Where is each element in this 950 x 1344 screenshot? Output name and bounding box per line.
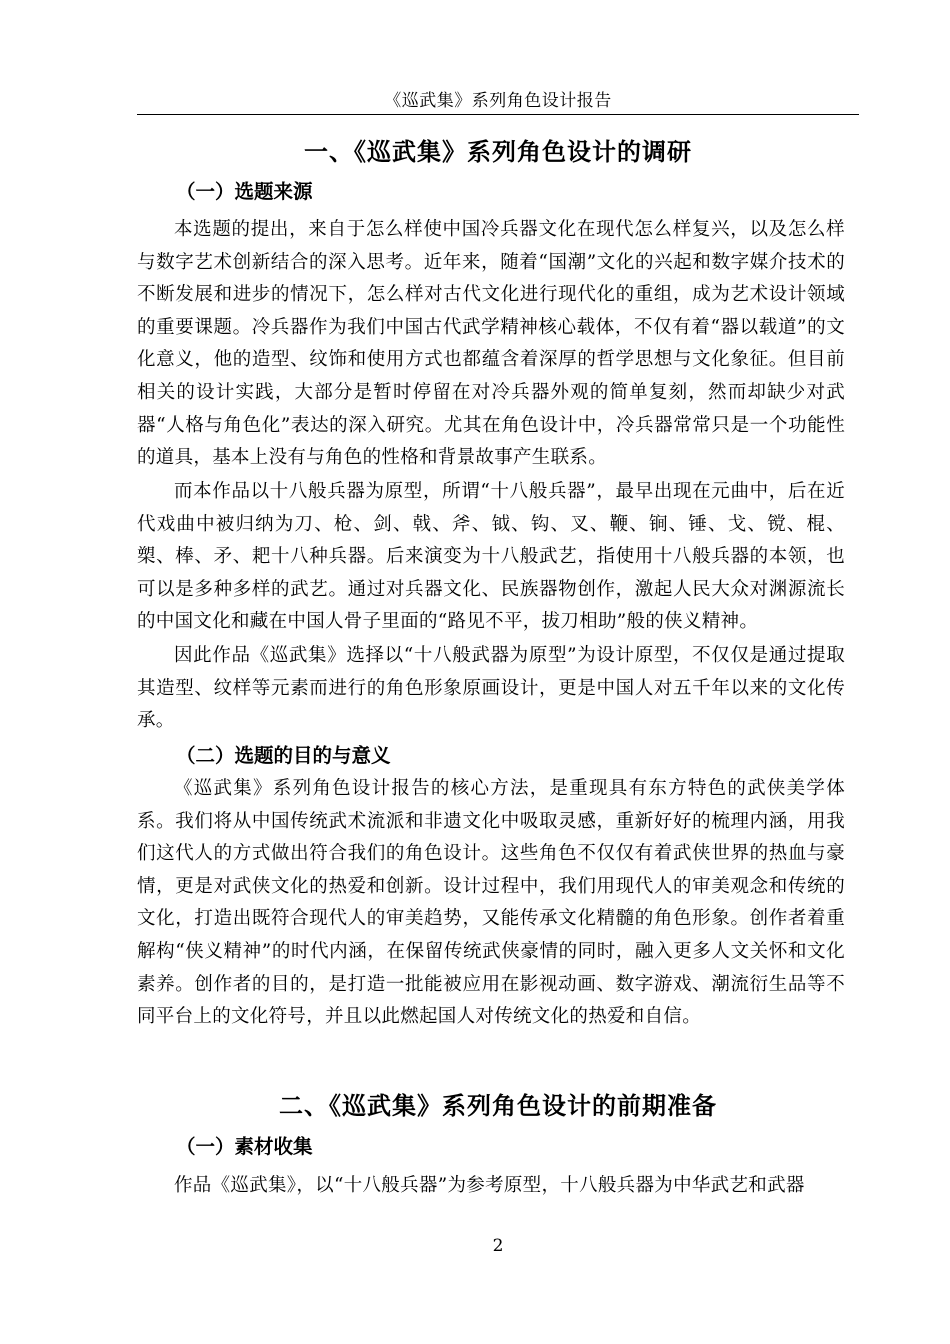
section-1-1-heading: （一）选题来源 <box>176 180 313 203</box>
paragraph-2-1-a: 作品《巡武集》，以“十八般兵器”为参考原型，十八般兵器为中华武艺和武器 <box>174 1175 805 1196</box>
section-1-2-heading: （二）选题的目的与意义 <box>176 744 391 767</box>
header-divider <box>137 114 859 115</box>
section-2-heading: 二、《巡武集》系列角色设计的前期准备 <box>279 1092 717 1120</box>
paragraph-1-1-b: 而本作品以十八般兵器为原型，所谓“十八般兵器”，最早出现在元曲中，后在近代戏曲中被归纳为刀、枪、剑、戟、斧、钺、钩、叉、鞭、锏、锤、戈、镋、棍、槊、棒、矛、耙十八种兵器。后来演变为十八般武艺，指使用十八般兵器的本领，也可以是多种多样的武艺。通过对兵器文化、民族器物创作，激起人民大众对渊源流长的中国文化和藏在中国人骨子里面的“路见不平，拔刀相助”般的侠义精神。 <box>137 481 845 633</box>
running-header: 《巡武集》系列角色设计报告 <box>384 91 612 111</box>
page-number: 2 <box>492 1236 504 1256</box>
paragraph-1-1-a: 本选题的提出，来自于怎么样使中国冷兵器文化在现代怎么样复兴，以及怎么样与数字艺术创新结合的深入思考。近年来，随着“国潮”文化的兴起和数字媒介技术的不断发展和进步的情况下，怎么样对古代文化进行现代化的重组，成为艺术设计领域的重要课题。冷兵器作为我们中国古代武学精神核心载体，不仅有着“器以载道”的文化意义，他的造型、纹饰和使用方式也都蕴含着深厚的哲学思想与文化象征。但目前相关的设计实践，大部分是暂时停留在对冷兵器外观的简单复刻，然而却缺少对武器“人格与角色化”表达的深入研究。尤其在角色设计中，冷兵器常常只是一个功能性的道具，基本上没有与角色的性格和背景故事产生联系。 <box>137 219 845 469</box>
paragraph-1-2-a: 《巡武集》系列角色设计报告的核心方法，是重现具有东方特色的武侠美学体系。我们将从中国传统武术流派和非遗文化中吸取灵感，重新好好的梳理内涵，用我们这代人的方式做出符合我们的角色设计。这些角色不仅仅有着武侠世界的热血与豪情，更是对武侠文化的热爱和创新。设计过程中，我们用现代人的审美观念和传统的文化，打造出既符合现代人的审美趋势，又能传承文化精髓的角色形象。创作者着重解构“侠义精神”的时代内涵，在保留传统武侠豪情的同时，融入更多人文关怀和文化素养。创作者的目的，是打造一批能被应用在影视动画、数字游戏、潮流衍生品等不同平台上的文化符号，并且以此燃起国人对传统文化的热爱和自信。 <box>137 778 845 1028</box>
section-1-heading: 一、《巡武集》系列角色设计的调研 <box>304 138 692 166</box>
section-2-1-heading: （一）素材收集 <box>176 1135 313 1158</box>
paragraph-1-1-c: 因此作品《巡武集》选择以“十八般武器为原型”为设计原型，不仅仅是通过提取其造型、纹样等元素而进行的角色形象原画设计，更是中国人对五千年以来的文化传承。 <box>137 645 845 732</box>
